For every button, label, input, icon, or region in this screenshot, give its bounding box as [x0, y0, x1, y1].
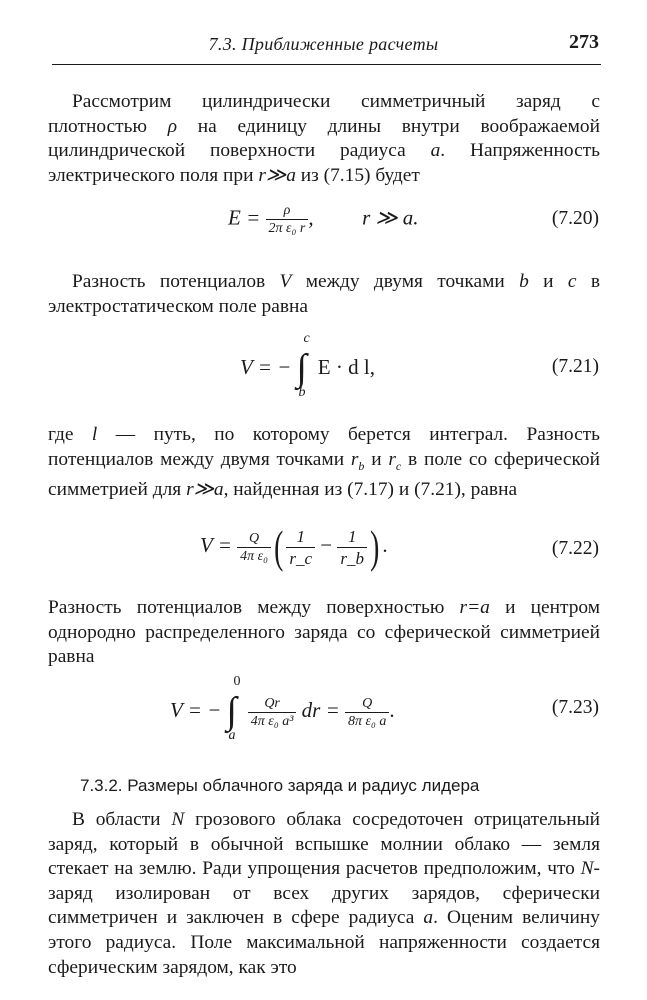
upper-limit: c	[303, 331, 310, 346]
equation-number: (7.23)	[551, 697, 599, 718]
denominator: r_b	[337, 547, 367, 569]
equation-7-23	[170, 674, 395, 743]
text: . Напряженность электрического поля при	[48, 140, 600, 186]
fraction	[237, 530, 271, 565]
paragraph-potential-difference	[48, 270, 600, 319]
numerator: Q	[362, 695, 373, 711]
c-symbol: c	[567, 271, 577, 292]
text: и центром однородно распределенного заряда со сферической симметрией равна	[48, 597, 600, 668]
integral-sign: c ∫ b	[296, 331, 310, 400]
fraction	[248, 695, 297, 730]
equation-number: (7.21)	[551, 356, 599, 377]
paragraph-surface-center	[48, 596, 600, 670]
eq-lhs: E =	[228, 205, 261, 230]
eq-condition: r ≫ a.	[362, 205, 419, 230]
text: Разность потенциалов	[72, 271, 280, 292]
paragraph-cylindrical-charge	[48, 90, 600, 188]
equation-number: (7.22)	[551, 538, 599, 559]
header-rule	[52, 64, 601, 65]
text: Рассмотрим цилиндрически симметричный заряд с плотностью	[48, 91, 600, 137]
condition: r=a	[459, 597, 490, 618]
page-number: 273	[569, 31, 599, 53]
radius-symbol: a	[430, 140, 441, 162]
lower-limit: b	[298, 385, 306, 400]
text: , найденная из (7.17) и (7.21), равна	[223, 479, 518, 501]
integral-sign: 0 ∫ a	[226, 674, 241, 743]
equation-7-22	[200, 521, 388, 572]
condition: r≫a	[186, 479, 224, 501]
lower-limit: a	[228, 728, 236, 743]
b-symbol: b	[519, 271, 529, 292]
text: В области	[72, 809, 172, 830]
condition: r≫a	[258, 164, 296, 186]
numerator: 1	[296, 526, 305, 546]
minus-sign: −	[320, 532, 333, 557]
text: между двумя точками	[291, 271, 520, 292]
text: на единицу длины внутри воображаемой цилиндрической поверхности радиуса	[48, 115, 601, 162]
denominator: 2π ε₀ r	[266, 219, 309, 237]
text: грозового облака сосредоточен отрицательный заряд, который в обычной вспышке молнии облако — земля стекает на землю. Ради упрощения расчетов предположим, что	[48, 809, 600, 880]
N-symbol: N	[580, 858, 594, 880]
eq-lhs: V =	[200, 532, 232, 557]
denominator: 8π ε₀ a	[345, 712, 389, 730]
fraction	[337, 526, 367, 569]
running-header: 7.3. Приближенные расчеты	[208, 34, 439, 54]
fraction	[266, 202, 309, 237]
rb-symbol: $r_b$	[350, 448, 365, 473]
text: где	[48, 424, 92, 445]
V-symbol: V	[279, 271, 292, 292]
text: Разность потенциалов между поверхностью	[48, 597, 460, 618]
text: в электростатическом поле равна	[48, 271, 600, 317]
eq-mid: dr =	[301, 697, 340, 722]
equation-7-20	[228, 202, 419, 237]
fraction	[345, 695, 389, 730]
comma: ,	[308, 205, 314, 230]
numerator: Qr	[264, 695, 280, 711]
paragraph-cloud-charge	[48, 808, 600, 980]
text: из (7.15) будет	[295, 164, 420, 186]
text: в поле со сферической симметрией для	[48, 448, 601, 501]
eq-lhs: V = −	[170, 697, 222, 722]
paragraph-path-definition	[48, 423, 600, 503]
rho-symbol: ρ	[167, 115, 177, 137]
text: и	[528, 271, 568, 292]
l-symbol: l	[91, 424, 98, 445]
equation-number: (7.20)	[551, 208, 599, 229]
numerator: Q	[249, 530, 260, 546]
text: -заряд изолирован от всех других зарядов, сферически симметричен и заключен в сфере радиуса	[48, 858, 600, 929]
text: — путь, по которому берется интеграл. Разность потенциалов между двумя точками	[48, 424, 601, 470]
section-heading: 7.3.2. Размеры облачного заряда и радиус лидера	[80, 776, 480, 795]
numerator: 1	[347, 526, 357, 546]
fraction	[286, 526, 315, 569]
integrand: E · d l,	[317, 354, 375, 379]
period: .	[389, 697, 395, 722]
upper-limit: 0	[233, 674, 241, 689]
denominator: 4π ε₀ a³	[248, 712, 297, 730]
right-paren: )	[370, 521, 380, 572]
period: .	[382, 532, 388, 557]
numerator: ρ	[283, 203, 291, 218]
eq-lhs: V = −	[240, 354, 292, 379]
text: и	[364, 448, 389, 470]
radius-symbol: a	[423, 907, 434, 929]
denominator: r_c	[286, 547, 315, 569]
rc-symbol: $r_c$	[388, 448, 402, 473]
left-paren: (	[274, 521, 284, 572]
equation-7-21	[240, 331, 375, 400]
N-symbol: N	[171, 809, 185, 830]
text: . Оценим величину этого радиуса. Поле максимальной напряженности создается сферическим зарядом, как это	[48, 907, 600, 978]
denominator: 4π ε₀	[237, 547, 271, 565]
